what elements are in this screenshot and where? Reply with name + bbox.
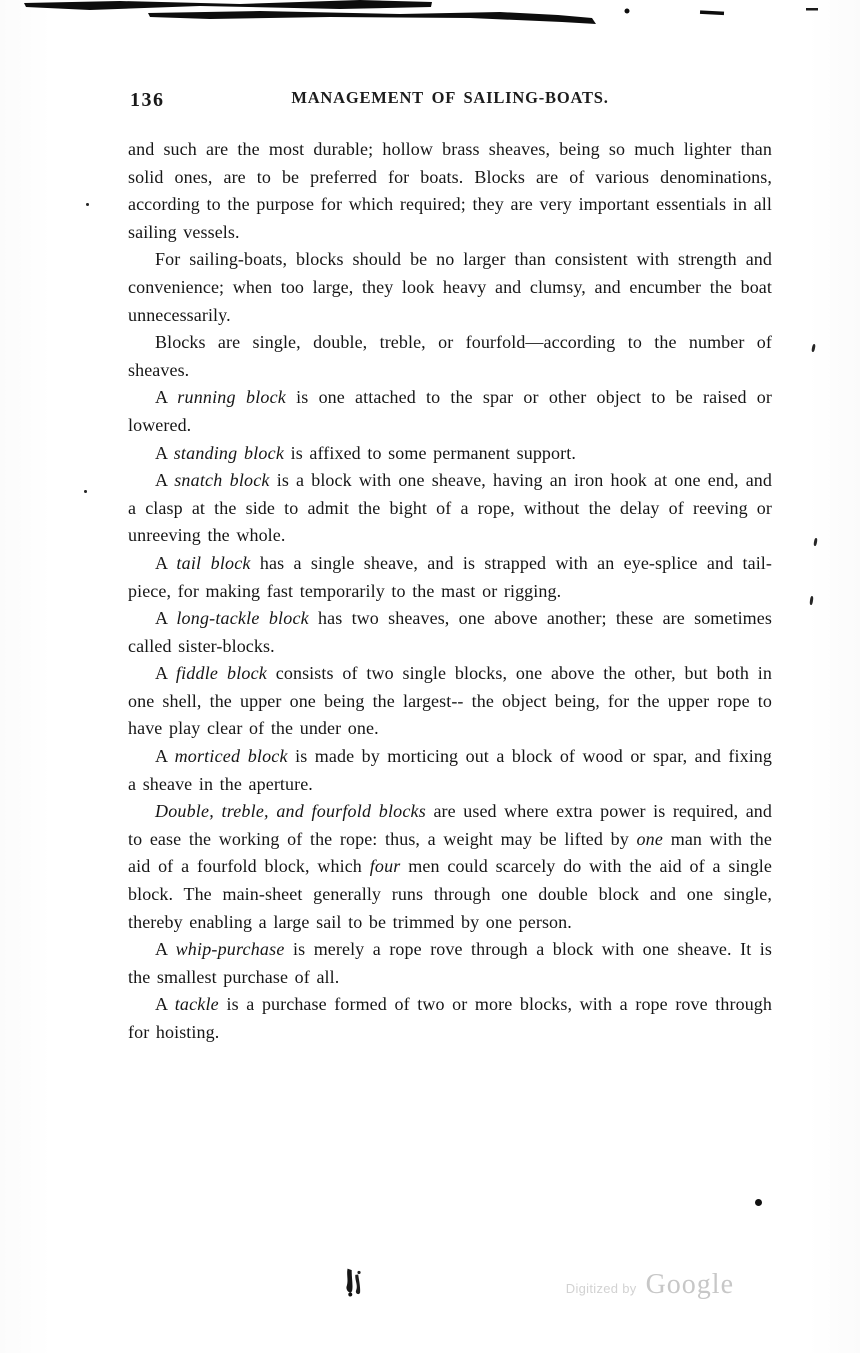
page-number: 136: [130, 89, 165, 111]
text-run: A: [155, 663, 176, 684]
paragraph: [128, 743, 772, 798]
paragraph: [128, 660, 772, 743]
paragraph: [128, 798, 772, 936]
text-run: is one attached to the spar or other object to be raised or lowered.: [128, 387, 772, 435]
paragraph: [128, 550, 772, 605]
paragraph: [128, 384, 772, 439]
text-run: is made by morticing out a block of wood or spar, and fixing a sheave in the aperture.: [128, 746, 773, 794]
italic-term: fiddle block: [175, 663, 267, 684]
text-run: is merely a rope rove through a block with one sheave. It is the smallest purchase of all.: [128, 939, 772, 987]
italic-term: four: [369, 856, 401, 877]
paragraph: [128, 136, 772, 246]
italic-term: Double, treble, and fourfold blocks: [155, 801, 426, 822]
scan-speck: [86, 203, 89, 206]
italic-term: running block: [177, 387, 286, 408]
italic-term: tackle: [174, 994, 219, 1015]
italic-term: standing block: [173, 442, 285, 463]
text-run: A: [155, 746, 175, 767]
text-run: are used where extra power is required, and to ease the working of the rope: thus, a weight may be lifted by: [128, 801, 772, 849]
text-run: A: [155, 608, 177, 629]
italic-term: snatch block: [174, 470, 270, 491]
paragraph: [128, 440, 772, 468]
google-logo: Google: [645, 1269, 734, 1300]
text-run: A: [155, 939, 176, 960]
page-body: [128, 136, 772, 1047]
digitized-by-google-watermark: [566, 1269, 734, 1301]
text-run: A: [155, 994, 175, 1015]
italic-term: whip-purchase: [175, 939, 285, 960]
italic-term: tail block: [176, 552, 251, 573]
text-run: A: [155, 470, 175, 491]
paragraph: [128, 605, 772, 660]
scan-artifact-top-edge: [0, 0, 860, 30]
text-run: is a block with one sheave, having an iron hook at one end, and a clasp at the side to admit the bight of a rope, without the delay of reeving or unreeving the whole.: [128, 470, 772, 546]
text-run: A: [155, 442, 174, 463]
scan-speck: [84, 490, 87, 493]
text-run: has a single sheave, and is strapped with an eye-splice and tail-piece, for making fast temporarily to the mast or rigging.: [128, 552, 772, 601]
text-run: is affixed to some permanent support.: [284, 442, 576, 463]
scan-speck: [809, 596, 813, 605]
italic-term: long-tackle block: [176, 608, 309, 629]
paragraph: [128, 936, 772, 991]
scan-speck: [811, 344, 816, 352]
paragraph: [128, 246, 772, 329]
paragraph: [128, 991, 772, 1046]
text-run: and such are the most durable; hollow brass sheaves, being so much lighter than solid ones, are to be preferred for boats. Blocks are of various denominations, according to the purpose for which required; they are very important essentials in all sailing vessels.: [128, 139, 772, 242]
text-run: A: [155, 387, 178, 408]
text-run: consists of two single blocks, one above the other, but both in one shell, the upper one being the largest-- the object being, for the upper rope to have play clear of the under one.: [128, 663, 772, 739]
ink-smudge: [341, 1265, 366, 1299]
paragraph: [128, 329, 772, 384]
text-run: man with the aid of a fourfold block, which: [128, 828, 772, 877]
text-run: is a purchase formed of two or more blocks, with a rope rove through for hoisting.: [128, 994, 772, 1042]
text-run: men could scarcely do with the aid of a single block. The main-sheet generally runs through one double block and one single, thereby enabling a large sail to be trimmed by one person.: [128, 856, 772, 932]
text-run: Blocks are single, double, treble, or fourfold—according to the number of sheaves.: [128, 332, 772, 380]
text-run: has two sheaves, one above another; these are sometimes called sister-blocks.: [128, 608, 772, 656]
running-header: MANAGEMENT OF SAILING-BOATS.: [291, 88, 609, 107]
text-run: A: [155, 552, 177, 573]
watermark-prefix-text: Digitized by: [565, 1281, 637, 1296]
paragraph: [128, 467, 772, 550]
text-run: For sailing-boats, blocks should be no larger than consistent with strength and convenience; when too large, they look heavy and clumsy, and encumber the boat unnecessarily.: [128, 249, 772, 325]
italic-term: morticed block: [174, 746, 288, 767]
page-header: [128, 88, 772, 111]
printers-dot: [755, 1199, 762, 1206]
scan-speck: [813, 538, 817, 546]
italic-term: one: [636, 828, 664, 849]
